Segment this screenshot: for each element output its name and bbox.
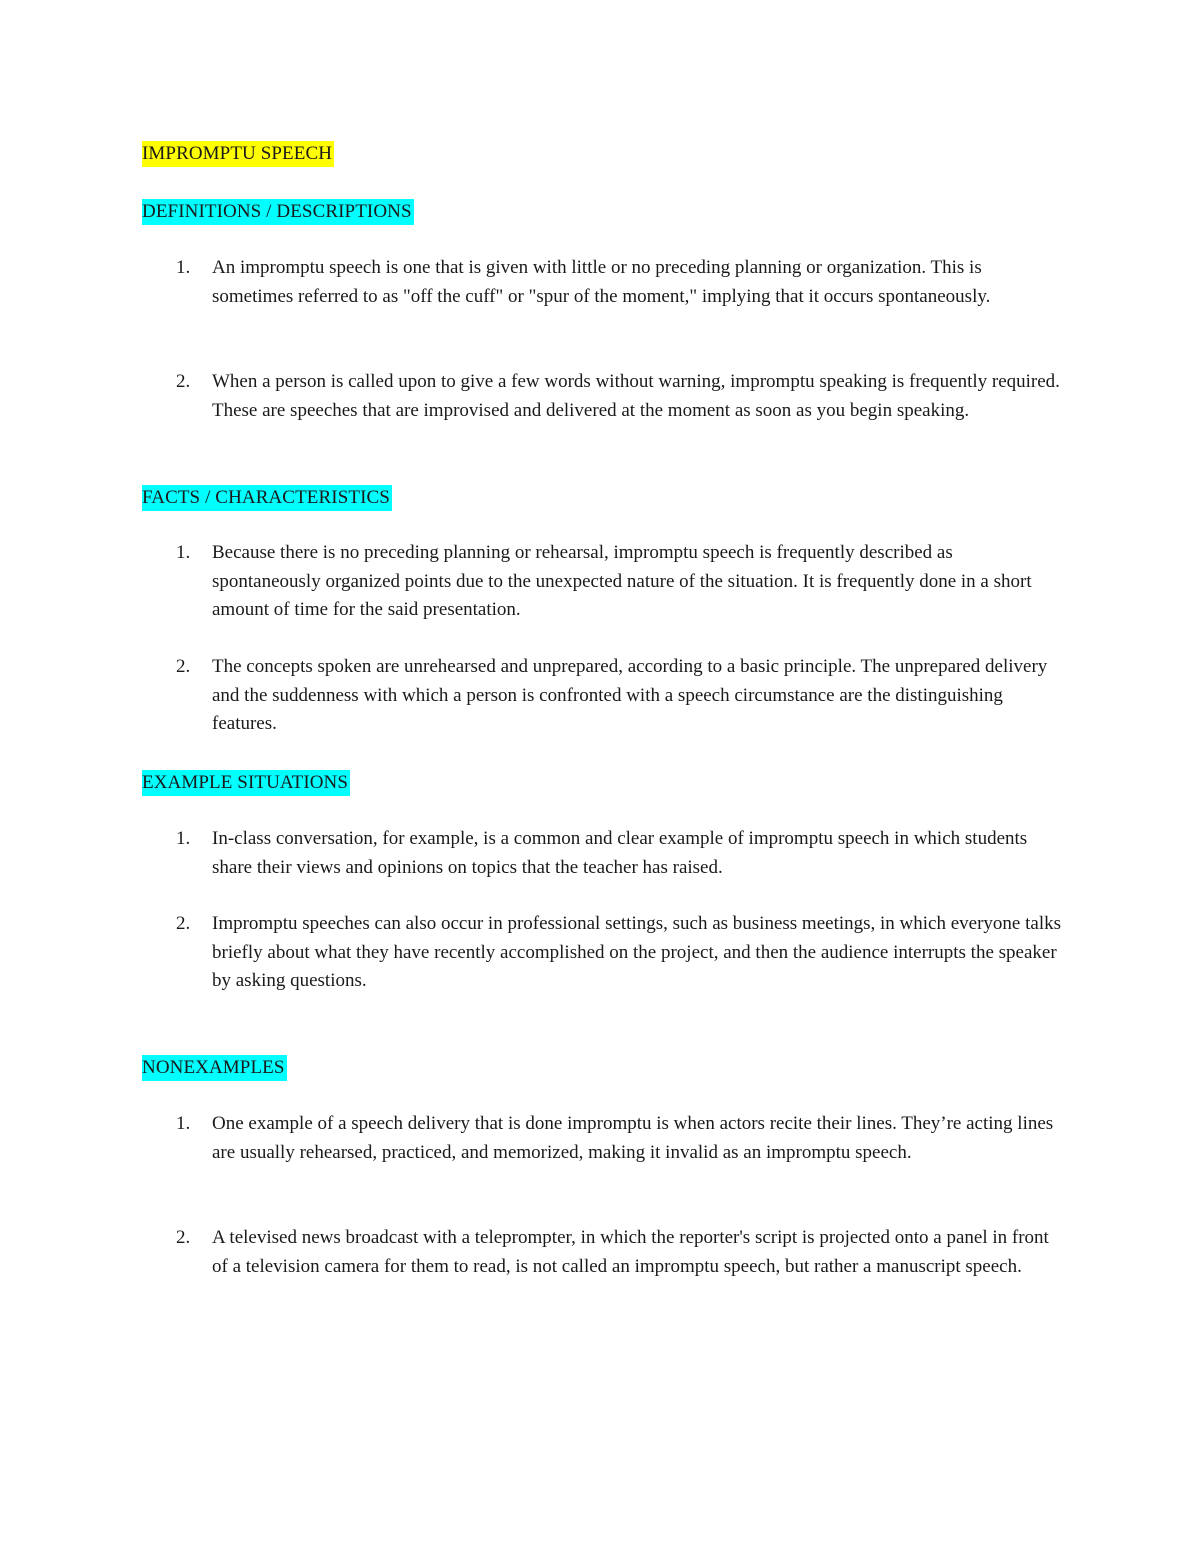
list-text: When a person is called upon to give a few words without warning, impromptu speaking is frequently required. These are speeches that are improvised and delivered at the moment as soon as you begin speaking. (212, 371, 1060, 421)
section-heading-nonexamples (142, 1055, 1062, 1081)
list-text: A televised news broadcast with a teleprompter, in which the reporter's script is projected onto a panel in front of a television camera for them to read, is not called an impromptu speech, but rather a manuscript speech. (212, 1227, 1049, 1277)
list-number: 1. (176, 257, 191, 278)
list-number: 2. (176, 656, 191, 677)
list-number: 2. (176, 371, 191, 392)
list-number: 1. (176, 1113, 191, 1134)
list-text: Impromptu speeches can also occur in professional settings, such as business meetings, in which everyone talks briefly about what they have recently accomplished on the project, and then the audience interrupts the speaker by asking questions. (212, 913, 1061, 992)
list-text: In-class conversation, for example, is a common and clear example of impromptu speech in which students share their views and opinions on topics that the teacher has raised. (212, 828, 1028, 878)
section-heading: DEFINITIONS / DESCRIPTIONS (142, 199, 414, 225)
section-heading: NONEXAMPLES (142, 1055, 287, 1081)
section-heading-definitions (142, 199, 1062, 225)
list-text: An impromptu speech is one that is given with little or no preceding planning or organization. This is sometimes referred to as "off the cuff" or "spur of the moment," implying that it occurs spontaneously. (212, 257, 991, 307)
list-text: One example of a speech delivery that is done impromptu is when actors recite their lines. They’re acting lines are usually rehearsed, practiced, and memorized, making it invalid as an impromptu speech. (212, 1113, 1054, 1163)
list-text: Because there is no preceding planning or rehearsal, impromptu speech is frequently described as spontaneously organized points due to the unexpected nature of the situation. It is frequently done in a short amount of time for the said presentation. (212, 542, 1032, 621)
list-number: 1. (176, 828, 191, 849)
document-title: IMPROMPTU SPEECH (142, 141, 334, 167)
list-number: 2. (176, 1227, 191, 1248)
list-number: 2. (176, 913, 191, 934)
section-heading: FACTS / CHARACTERISTICS (142, 485, 392, 511)
document-title-block (142, 141, 1062, 167)
section-heading: EXAMPLE SITUATIONS (142, 770, 350, 796)
list-number: 1. (176, 542, 191, 563)
section-heading-facts (142, 485, 1062, 511)
section-heading-examples (142, 770, 1062, 796)
list-text: The concepts spoken are unrehearsed and unprepared, according to a basic principle. The unprepared delivery and the suddenness with which a person is confronted with a speech circumstance are the distinguishing features. (212, 656, 1048, 735)
